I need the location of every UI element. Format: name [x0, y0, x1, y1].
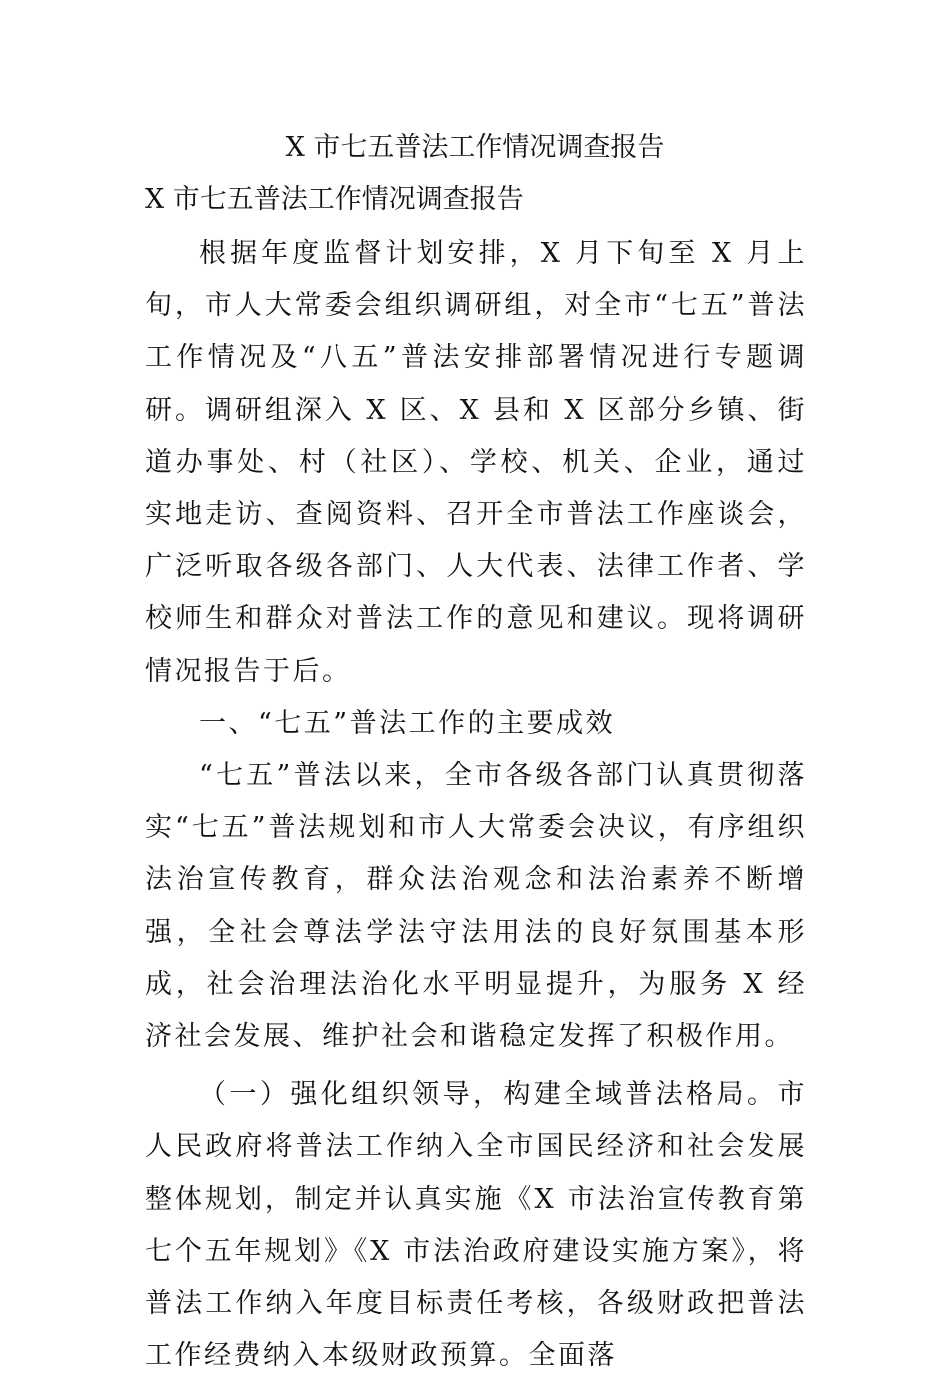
paragraph-organization: （一）强化组织领导，构建全域普法格局。市人民政府将普法工作纳入全市国民经济和社会发展整体规划，制定并认真实施《X 市法治宣传教育第七个五年规划》《X 市法治政府建设实施方案》，将普法工作纳入年度目标责任考核，各级财政把普法工作经费纳入本级财政预算。全面落 — [145, 1079, 807, 1372]
paragraph-intro: 根据年度监督计划安排，X 月下旬至 X 月上旬，市人大常委会组织调研组，对全市“七五”普法工作情况及“八五”普法安排部署情况进行专题调研。调研组深入 X 区、X 县和 X 区部分乡镇、街道办事处、村（社区）、学校、机关、企业，通过实地走访、查阅资料、召开全市普法工作座谈会，广泛听取各级各部门、人大代表、法律工作者、学校师生和群众对普法工作的意见和建议。现将调研情况报告于后。 — [145, 238, 807, 687]
paragraph-achievements: “七五”普法以来，全市各级各部门认真贯彻落实“七五”普法规划和市人大常委会决议，有序组织法治宣传教育，群众法治观念和法治素养不断增强，全社会尊法学法守法用法的良好氛围基本形成，社会治理法治化水平明显提升，为服务 X 经济社会发展、维护社会和谐稳定发挥了积极作用。 — [145, 760, 807, 1053]
section-heading-1: 一、“七五”普法工作的主要成效 — [199, 707, 616, 739]
document-body — [145, 228, 807, 1382]
document-title: X 市七五普法工作情况调查报告 — [285, 132, 665, 163]
document-subtitle: X 市七五普法工作情况调查报告 — [145, 184, 524, 215]
